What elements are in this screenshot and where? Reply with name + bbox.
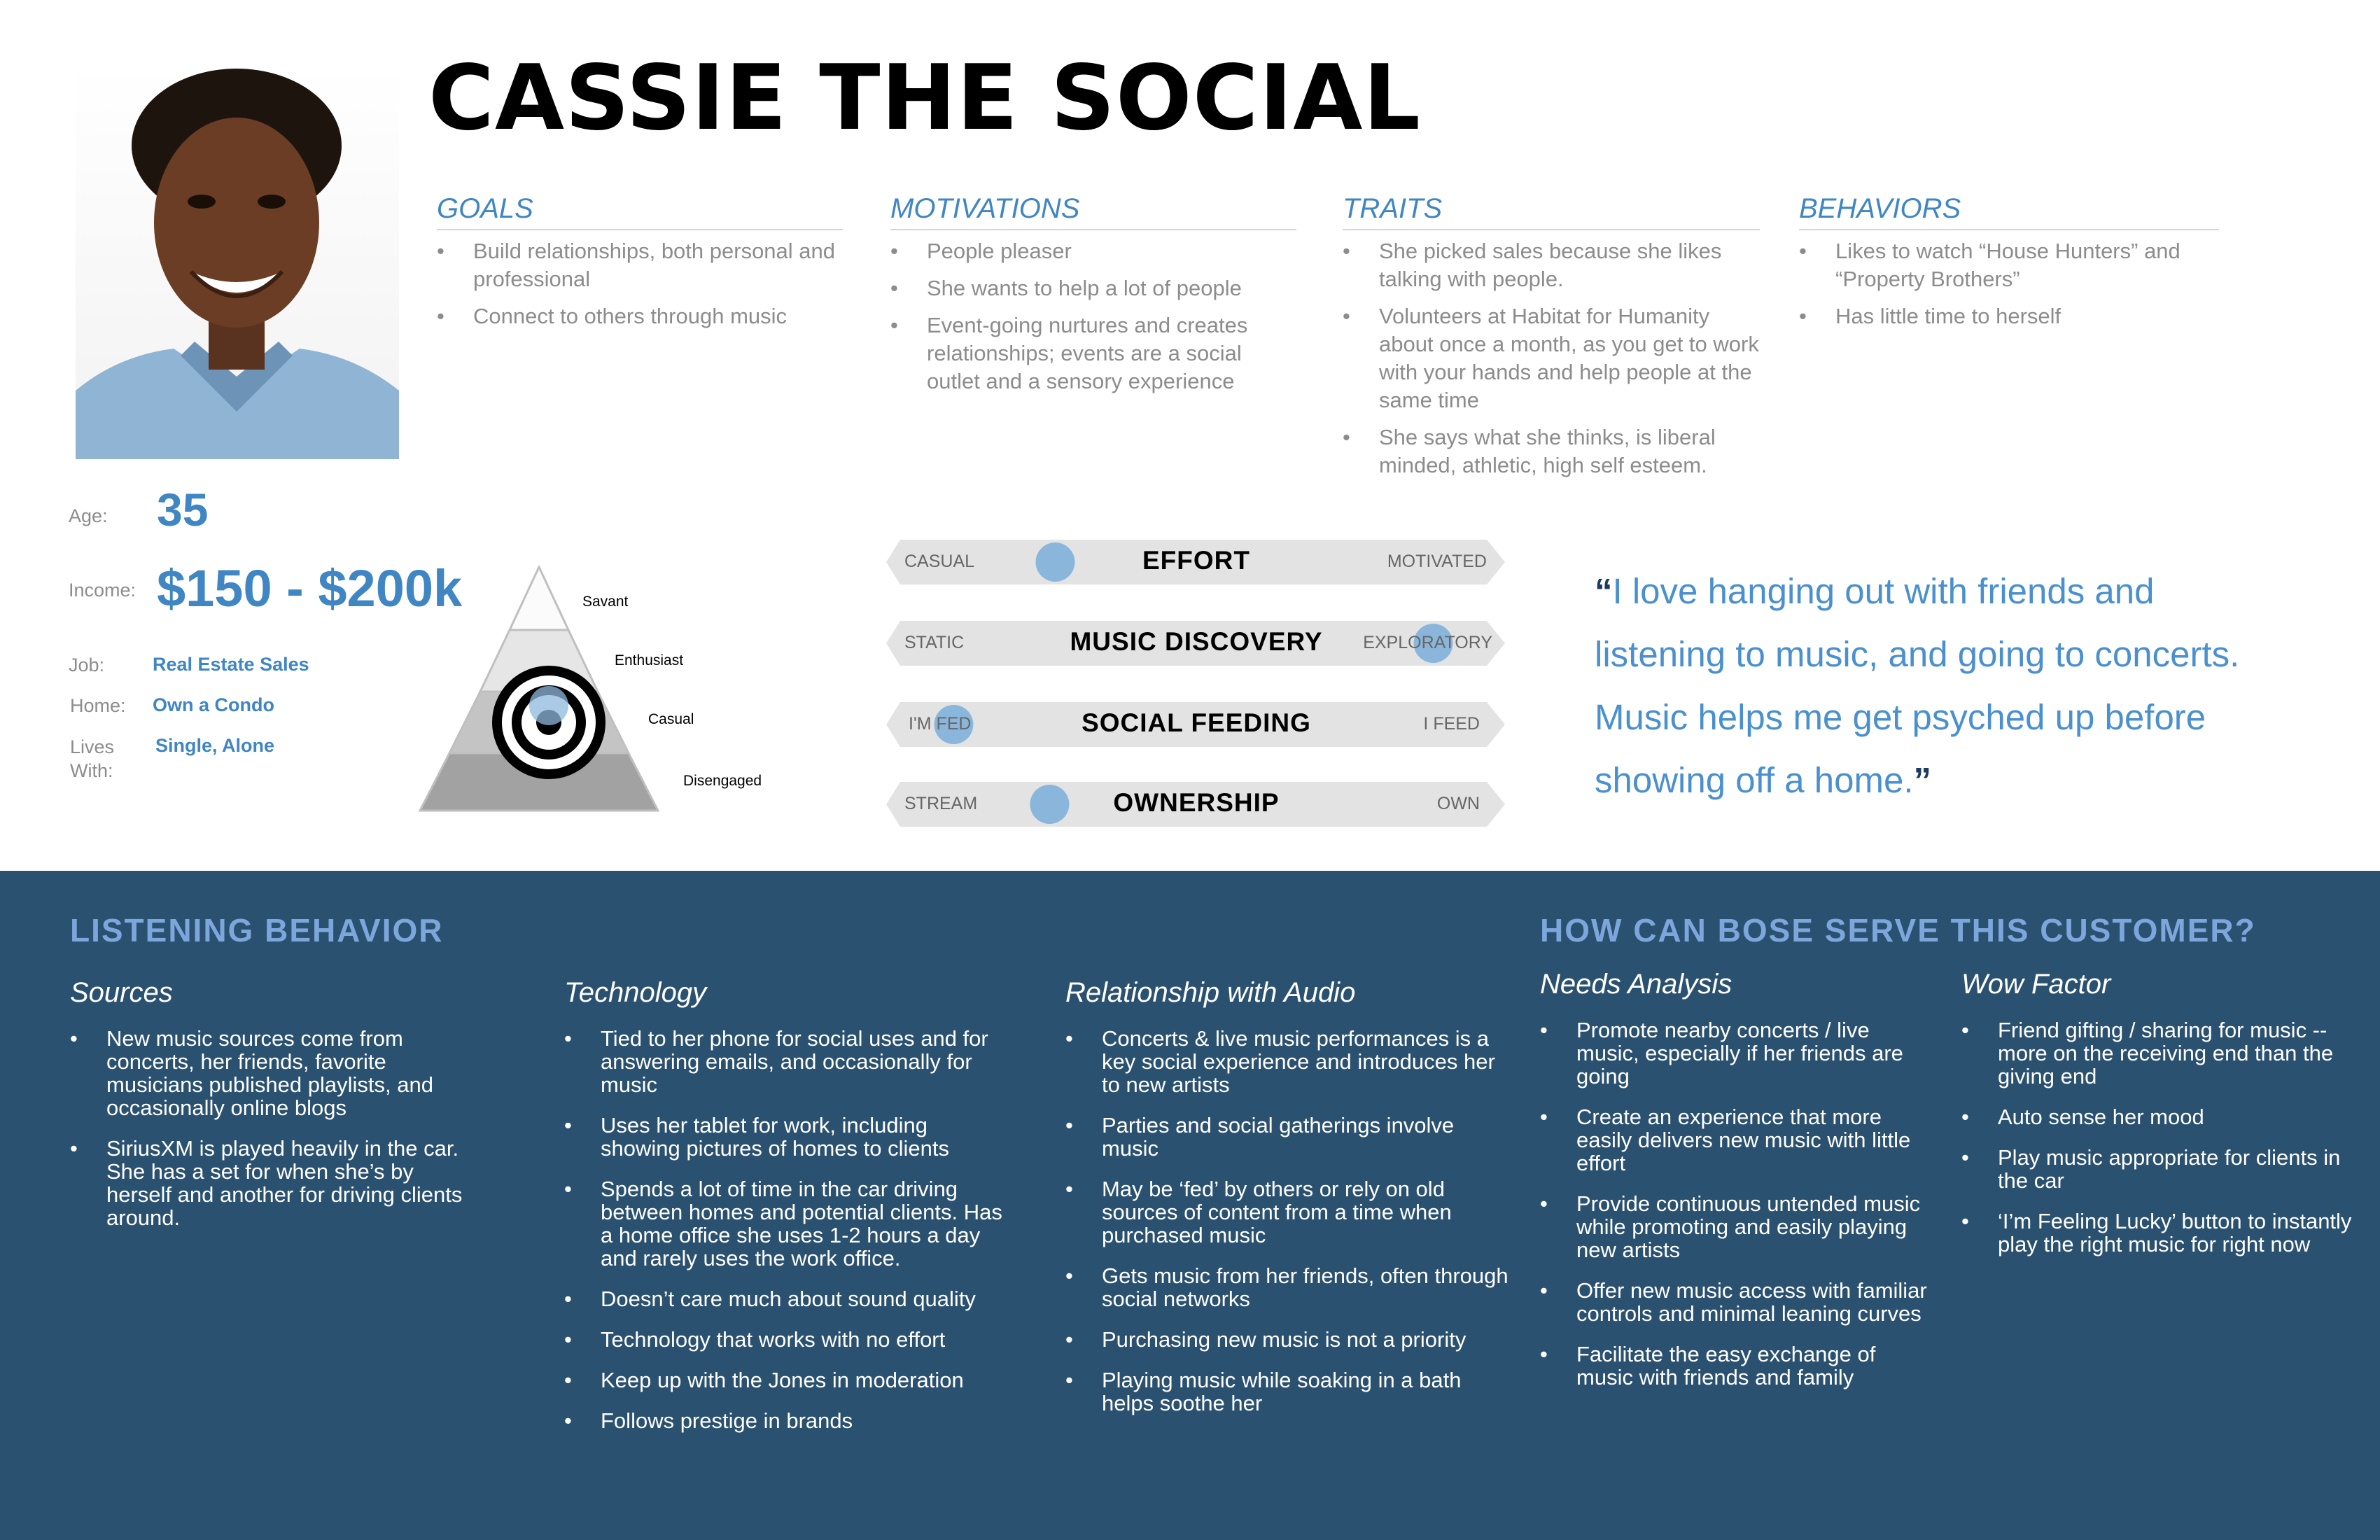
list-item: • May be ‘fed’ by others or rely on old sources of content from a time when purchased music — [1102, 1177, 1513, 1247]
scale-left-label: STREAM — [904, 794, 978, 813]
bose-serve-heading: HOW CAN BOSE SERVE THIS CUSTOMER? — [1540, 912, 2256, 948]
home-value: Own a Condo — [153, 694, 274, 715]
goals-heading: GOALS — [437, 193, 843, 230]
list-item: • Play music appropriate for clients in the car — [1998, 1146, 2353, 1192]
sources-heading: Sources — [70, 977, 173, 1008]
pyramid-label-casual: Casual — [648, 711, 694, 727]
job-value: Real Estate Sales — [153, 654, 309, 675]
behavior-item: • Has little time to herself — [1835, 302, 2219, 330]
goal-item: • Build relationships, both personal and professional — [473, 237, 843, 293]
pyramid-label-enthusiast: Enthusiast — [615, 652, 684, 668]
target-icon — [497, 671, 601, 774]
trait-item: • Volunteers at Habitat for Humanity about once a month, as you get to work with your hands and help people at the same time — [1379, 302, 1760, 414]
motivation-item: • She wants to help a lot of people — [927, 274, 1296, 302]
income-label: Income: — [69, 580, 136, 601]
trait-item: • She picked sales because she likes talking with people. — [1379, 237, 1760, 293]
age-value: 35 — [157, 484, 209, 536]
home-label: Home: — [70, 695, 126, 716]
scale-left-label: I'M FED — [909, 714, 972, 734]
lives-value: Single, Alone — [155, 735, 275, 756]
motivations-column — [890, 193, 1296, 405]
scale-title: EFFORT — [1142, 546, 1250, 575]
list-item: • Promote nearby concerts / live music, especially if her friends are going — [1576, 1018, 1932, 1088]
pyramid-label-disengaged: Disengaged — [683, 773, 762, 789]
scale-title: MUSIC DISCOVERY — [1070, 627, 1323, 656]
goals-column — [437, 193, 843, 340]
wow-factor-heading: Wow Factor — [1961, 969, 2111, 1000]
scale-right-label: MOTIVATED — [1387, 552, 1487, 571]
listening-behavior-heading: LISTENING BEHAVIOR — [70, 912, 444, 948]
motivation-item: • People pleaser — [927, 237, 1296, 265]
list-item: • Technology that works with no effort — [601, 1328, 1012, 1351]
behaviors-column — [1799, 193, 2219, 340]
list-item: • Spends a lot of time in the car driving between homes and potential clients. Has a home office she uses 1-2 hours a day and rarely uses the work office. — [601, 1177, 1012, 1270]
persona-quote — [1595, 560, 2295, 812]
behaviors-heading: BEHAVIORS — [1799, 193, 2219, 230]
job-label: Job: — [69, 654, 105, 676]
bottom-panel — [0, 871, 2380, 1540]
list-item: • Concerts & live music performances is a key social experience and introduces her to new artists — [1102, 1027, 1513, 1096]
pyramid-label-savant: Savant — [582, 594, 629, 610]
list-item: • Gets music from her friends, often through social networks — [1102, 1264, 1513, 1310]
trait-item: • She says what she thinks, is liberal minded, athletic, high self esteem. — [1379, 424, 1760, 479]
scale-right-label: OWN — [1436, 794, 1480, 813]
list-item: • Purchasing new music is not a priority — [1102, 1328, 1513, 1351]
scale-social-feeding — [886, 700, 1506, 749]
list-item: • Facilitate the easy exchange of music with friends and family — [1576, 1343, 1932, 1389]
scale-right-label: EXPLORATORY — [1363, 633, 1492, 652]
lives-label: Lives With: — [70, 736, 115, 781]
list-item: • Offer new music access with familiar controls and minimal leaning curves — [1576, 1279, 1932, 1325]
scale-title: SOCIAL FEEDING — [1082, 708, 1311, 737]
list-item: • Playing music while soaking in a bath helps soothe her — [1102, 1368, 1513, 1415]
motivations-heading: MOTIVATIONS — [890, 193, 1296, 230]
scale-effort — [886, 538, 1506, 587]
list-item: • Tied to her phone for social uses and for answering emails, and occasionally for music — [601, 1027, 1012, 1096]
scale-left-label: STATIC — [904, 633, 965, 652]
relationship-audio-heading: Relationship with Audio — [1065, 977, 1356, 1008]
needs-analysis-column — [1540, 969, 1932, 1406]
list-item: • SiriusXM is played heavily in the car. She has a set for when she’s by herself and another for driving clients around. — [106, 1137, 504, 1229]
quote-text: I love hanging out with friends and listening to music, and going to concerts. Music helps me get psyched up before showing off a home. — [1595, 571, 2240, 800]
list-item: • New music sources come from concerts, her friends, favorite musicians published playlists, and occasionally online blogs — [106, 1027, 504, 1119]
relationship-audio-column — [1065, 977, 1513, 1432]
list-item: • Uses her tablet for work, including showing pictures of homes to clients — [601, 1114, 1012, 1160]
behavior-item: • Likes to watch “House Hunters” and “Property Brothers” — [1835, 237, 2219, 293]
list-item: • Parties and social gatherings involve music — [1102, 1114, 1513, 1160]
scale-left-label: CASUAL — [904, 552, 975, 571]
traits-column — [1343, 193, 1760, 489]
list-item: • Friend gifting / sharing for music -- more on the receiving end than the giving end — [1998, 1018, 2353, 1088]
scale-ownership — [886, 780, 1506, 829]
pyramid-tier-savant — [510, 567, 568, 630]
quote-close-mark: ” — [1913, 760, 1932, 800]
list-item: • ‘I’m Feeling Lucky’ button to instantly play the right music for right now — [1998, 1210, 2353, 1256]
engagement-pyramid — [406, 566, 700, 818]
scale-music-discovery — [886, 619, 1506, 668]
scale-right-label: I FEED — [1423, 714, 1480, 734]
sources-column — [70, 977, 504, 1247]
persona-name: CASSIE THE SOCIAL — [428, 46, 1421, 150]
goal-item: • Connect to others through music — [473, 302, 843, 330]
quote-open-mark: “ — [1595, 571, 1613, 611]
persona-photo — [76, 62, 399, 459]
technology-column — [564, 977, 1012, 1450]
income-value: $150 - $200k — [157, 559, 463, 617]
list-item: • Create an experience that more easily delivers new music with little effort — [1576, 1105, 1932, 1175]
portrait-illustration — [76, 62, 399, 459]
scale-title: OWNERSHIP — [1113, 788, 1280, 817]
list-item: • Provide continuous untended music while promoting and easily playing new artists — [1576, 1192, 1932, 1261]
motivation-item: • Event-going nurtures and creates relationships; events are a social outlet and a sensory experience — [927, 312, 1296, 396]
traits-heading: TRAITS — [1343, 193, 1760, 230]
age-label: Age: — [69, 505, 108, 526]
list-item: • Keep up with the Jones in moderation — [601, 1368, 1012, 1392]
list-item: • Doesn’t care much about sound quality — [601, 1287, 1012, 1310]
needs-analysis-heading: Needs Analysis — [1540, 969, 1732, 1000]
list-item: • Auto sense her mood — [1998, 1105, 2353, 1128]
wow-factor-column — [1961, 969, 2353, 1273]
list-item: • Follows prestige in brands — [601, 1409, 1012, 1432]
technology-heading: Technology — [564, 977, 707, 1008]
